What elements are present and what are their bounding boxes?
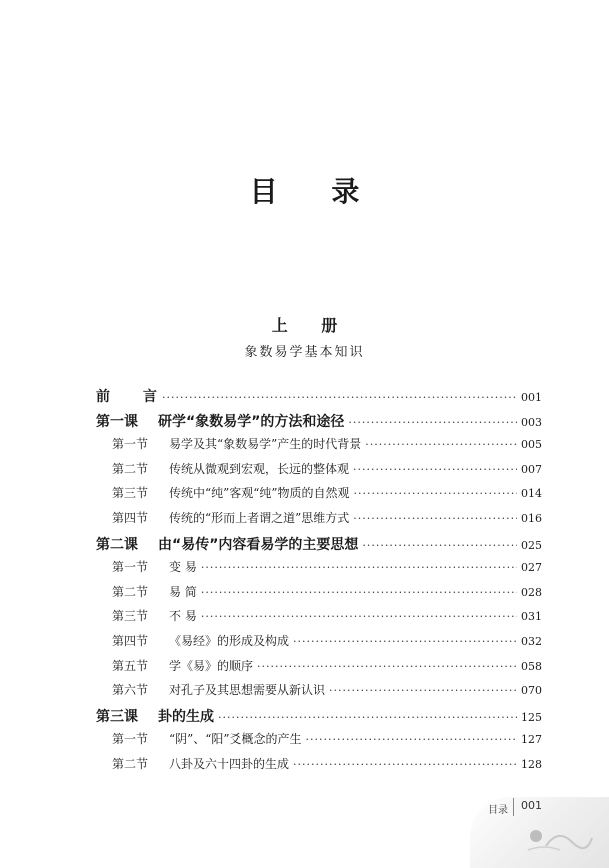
- toc-entry-heading: [112, 607, 197, 624]
- toc-lesson-row[interactable]: [96, 411, 542, 436]
- page-title: 目 录: [249, 175, 382, 208]
- section-title: 对孔子及其思想需要从新认识: [169, 683, 326, 698]
- footer-label: 目录: [488, 805, 508, 816]
- section-number: 第二节: [112, 584, 149, 599]
- page-number: 014: [521, 487, 542, 501]
- section-title: 易 简: [169, 584, 197, 599]
- dot-leader: [257, 660, 517, 673]
- lesson-title: 研学“象数易学”的方法和途径: [158, 413, 345, 430]
- toc-entry-heading: [112, 583, 197, 600]
- toc-section-row[interactable]: [96, 435, 542, 460]
- table-of-contents: [96, 386, 542, 780]
- toc-section-row[interactable]: [96, 730, 542, 755]
- lesson-number: 第三课: [96, 708, 138, 725]
- dot-leader: [201, 561, 517, 574]
- toc-entry-heading: [96, 534, 358, 554]
- dot-leader: [365, 438, 517, 451]
- toc-entry-heading: [96, 706, 214, 726]
- dot-leader: [354, 487, 517, 500]
- section-number: 第四节: [112, 510, 149, 525]
- dot-leader: [162, 391, 517, 404]
- lesson-number: 前 言: [96, 389, 171, 405]
- dot-leader: [218, 711, 517, 724]
- lesson-number: 第一课: [96, 413, 138, 430]
- toc-section-row[interactable]: [96, 583, 542, 608]
- section-title: 变 易: [169, 560, 197, 575]
- page-number: 016: [521, 511, 542, 525]
- lesson-number: 第二课: [96, 536, 138, 553]
- footer-page-number: 001: [521, 799, 542, 812]
- dot-leader: [329, 684, 517, 697]
- toc-entry-heading: [96, 411, 344, 431]
- volume-subtitle: 象数易学基本知识: [244, 345, 365, 360]
- toc-entry-heading: [112, 435, 361, 452]
- section-number: 第二节: [112, 461, 149, 476]
- dot-leader: [362, 539, 517, 552]
- page-number: 032: [521, 634, 542, 648]
- footer-divider: [513, 798, 514, 816]
- page-number: 028: [521, 585, 542, 599]
- toc-section-row[interactable]: [96, 509, 542, 534]
- section-number: 第一节: [112, 732, 149, 747]
- toc-entry-heading: [112, 755, 289, 772]
- toc-entry-heading: [112, 558, 197, 575]
- page-number: 025: [521, 538, 542, 552]
- lesson-title: 由“易传”内容看易学的主要思想: [158, 536, 359, 553]
- page-number: 128: [521, 757, 542, 771]
- section-number: 第五节: [112, 658, 149, 673]
- section-title: 学《易》的顺序: [169, 658, 254, 673]
- brand-logo-icon: [524, 820, 594, 856]
- toc-section-row[interactable]: [96, 681, 542, 706]
- toc-lesson-row[interactable]: [96, 386, 542, 411]
- dot-leader: [293, 758, 517, 771]
- section-title: 八卦及六十四卦的生成: [169, 756, 290, 771]
- page-number: 001: [521, 391, 542, 404]
- section-number: 第二节: [112, 756, 149, 771]
- dot-leader: [293, 635, 517, 648]
- page-number: 003: [521, 415, 542, 429]
- toc-section-row[interactable]: [96, 484, 542, 509]
- dot-leader: [306, 733, 517, 746]
- dot-leader: [353, 512, 517, 525]
- toc-entry-heading: [112, 484, 350, 501]
- toc-section-row[interactable]: [96, 460, 542, 485]
- section-title: 易学及其“象数易学”产生的时代背景: [169, 437, 362, 452]
- toc-section-row[interactable]: [96, 657, 542, 682]
- toc-section-row[interactable]: [96, 607, 542, 632]
- toc-entry-heading: [112, 681, 325, 698]
- toc-entry-heading: [112, 509, 349, 526]
- lesson-title: 卦的生成: [158, 708, 214, 725]
- page-number: 070: [521, 684, 542, 698]
- page-number: 005: [521, 438, 542, 452]
- section-title: 不 易: [169, 609, 197, 624]
- toc-lesson-row[interactable]: [96, 534, 542, 559]
- toc-section-row[interactable]: [96, 755, 542, 780]
- dot-leader: [201, 586, 517, 599]
- section-title: “阴”、“阳”爻概念的产生: [169, 732, 302, 747]
- section-title: 《易经》的形成及构成: [169, 633, 290, 648]
- toc-lesson-row[interactable]: [96, 706, 542, 731]
- dot-leader: [353, 463, 517, 476]
- section-number: 第六节: [112, 683, 149, 698]
- dot-leader: [201, 610, 517, 623]
- section-number: 第三节: [112, 609, 149, 624]
- toc-entry-heading: [96, 386, 171, 406]
- toc-entry-heading: [112, 632, 289, 649]
- section-number: 第三节: [112, 486, 149, 501]
- page-number: 125: [521, 710, 542, 724]
- toc-entry-heading: [112, 657, 253, 674]
- page-number: 007: [521, 462, 542, 476]
- page-number: 027: [521, 561, 542, 575]
- section-title: 传统中“纯”客观“纯”物质的自然观: [169, 486, 350, 501]
- toc-section-row[interactable]: [96, 632, 542, 657]
- toc-section-row[interactable]: [96, 558, 542, 583]
- section-number: 第四节: [112, 633, 149, 648]
- toc-entry-heading: [112, 460, 349, 477]
- page-number: 031: [521, 610, 542, 624]
- volume-title: 上 册: [271, 316, 352, 335]
- page-number: 127: [521, 733, 542, 747]
- section-title: 传统的“形而上者谓之道”思维方式: [169, 510, 350, 525]
- section-title: 传统从微观到宏观，长远的整体观: [169, 461, 350, 476]
- toc-entry-heading: [112, 730, 302, 747]
- section-number: 第一节: [112, 437, 149, 452]
- page-number: 058: [521, 659, 542, 673]
- section-number: 第一节: [112, 560, 149, 575]
- dot-leader: [348, 416, 517, 429]
